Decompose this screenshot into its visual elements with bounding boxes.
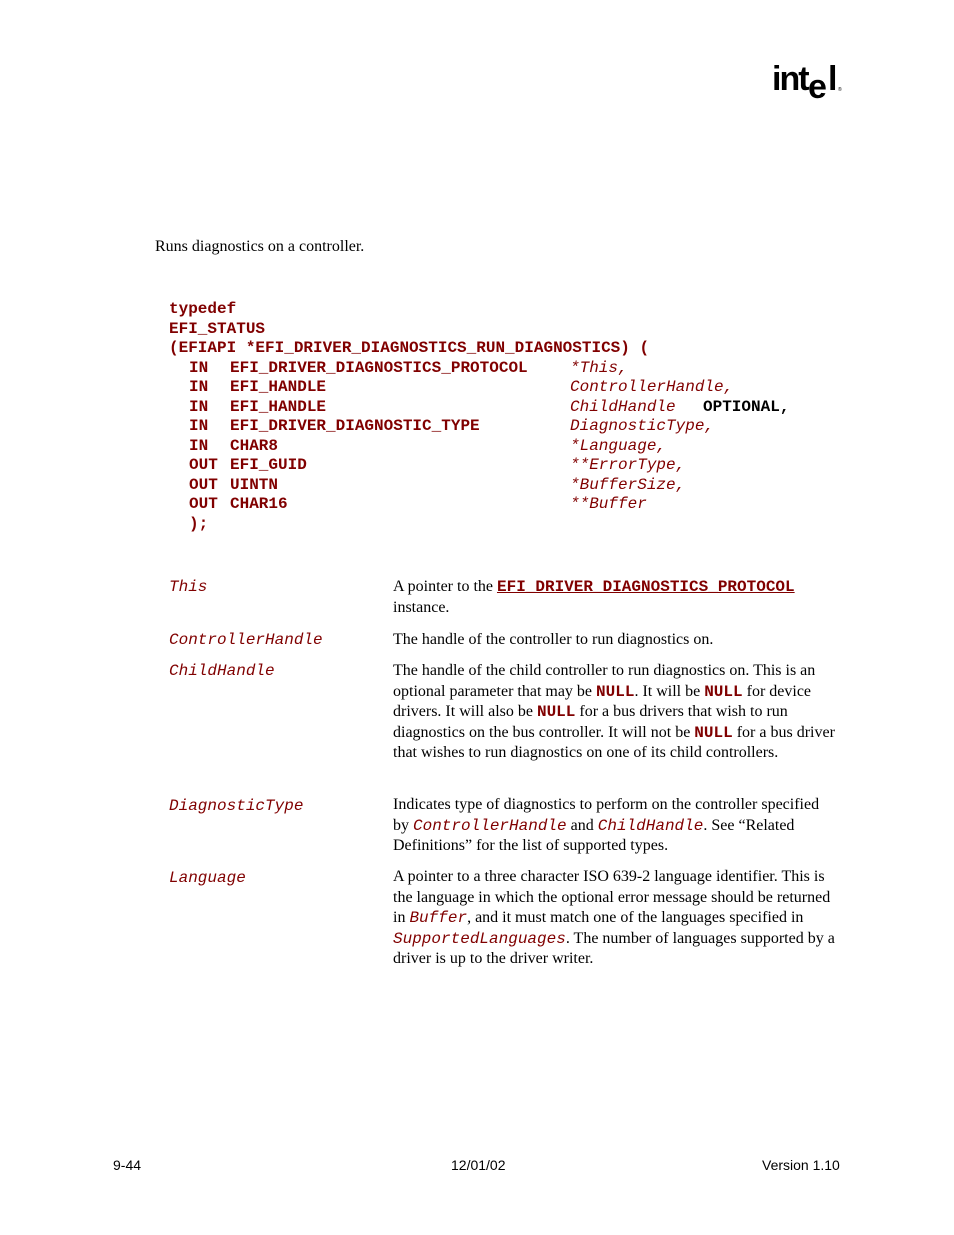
code-param-line: IN CHAR8 *Language,: [189, 436, 667, 455]
code-param-line: OUT UINTN *BufferSize,: [189, 475, 686, 494]
code-param-line: OUT EFI_GUID **ErrorType,: [189, 456, 686, 474]
param-desc-language: A pointer to a three character ISO 639-2 language identifier. This is the language in which the optional error message should be returned in Buffer, and it must match one of the languages specified in SupportedLanguages. The number of languages supported by a driver is up to the driver writer.: [393, 868, 835, 968]
footer-version: Version 1.10: [762, 1157, 840, 1173]
param-name-controller-handle: ControllerHandle: [169, 631, 323, 649]
footer-date: 12/01/02: [451, 1157, 506, 1173]
param-desc-controller-handle: The handle of the controller to run diagnostics on.: [393, 631, 714, 648]
code-param-line: IN EFI_DRIVER_DIAGNOSTICS_PROTOCOL *This,: [189, 358, 628, 377]
svg-text:®: ®: [838, 87, 842, 93]
code-param-line: IN EFI_HANDLE ChildHandle OPTIONAL,: [189, 397, 790, 416]
footer-page-number: 9-44: [113, 1157, 142, 1173]
code-line: typedef: [169, 300, 237, 318]
param-name-child-handle: ChildHandle: [169, 662, 275, 680]
code-line: (EFIAPI *EFI_DRIVER_DIAGNOSTICS_RUN_DIAGNOSTICS) (: [169, 339, 650, 357]
svg-text:l: l: [828, 60, 838, 98]
code-param-line: IN EFI_DRIVER_DIAGNOSTIC_TYPE DiagnosticType,: [189, 417, 715, 435]
intel-logo: [770, 58, 850, 108]
summary-text: Runs diagnostics on a controller.: [155, 238, 365, 255]
code-line: EFI_STATUS: [169, 319, 266, 338]
code-line: );: [189, 514, 209, 533]
protocol-link[interactable]: EFI_DRIVER_DIAGNOSTICS_PROTOCOL: [496, 578, 795, 596]
svg-text:e: e: [808, 68, 827, 106]
prototype-code-block: [169, 300, 790, 534]
svg-text:int: int: [772, 60, 808, 98]
param-name-this: This: [169, 578, 208, 596]
param-name-diagnostic-type: DiagnosticType: [169, 797, 304, 815]
param-desc-diagnostic-type: Indicates type of diagnostics to perform on the controller specified by ControllerHandle and ChildHandle. See “Related Definitions” for the list of supported types.: [393, 796, 820, 855]
code-param-line: OUT CHAR16 **Buffer: [189, 495, 647, 513]
param-name-language: Language: [169, 869, 246, 887]
code-param-line: IN EFI_HANDLE ControllerHandle,: [189, 378, 734, 396]
param-desc-this: A pointer to the EFI_DRIVER_DIAGNOSTICS_PROTOCOL instance.: [393, 578, 795, 616]
param-desc-child-handle: The handle of the child controller to run diagnostics on. This is an optional parameter that may be NULL. It will be NULL for device drivers. It will also be NULL for a bus drivers that wish to run diagnostics on the bus controller. It will not be NULL for a bus driver that wishes to run diagnostics on one of its child controllers.: [393, 662, 835, 762]
